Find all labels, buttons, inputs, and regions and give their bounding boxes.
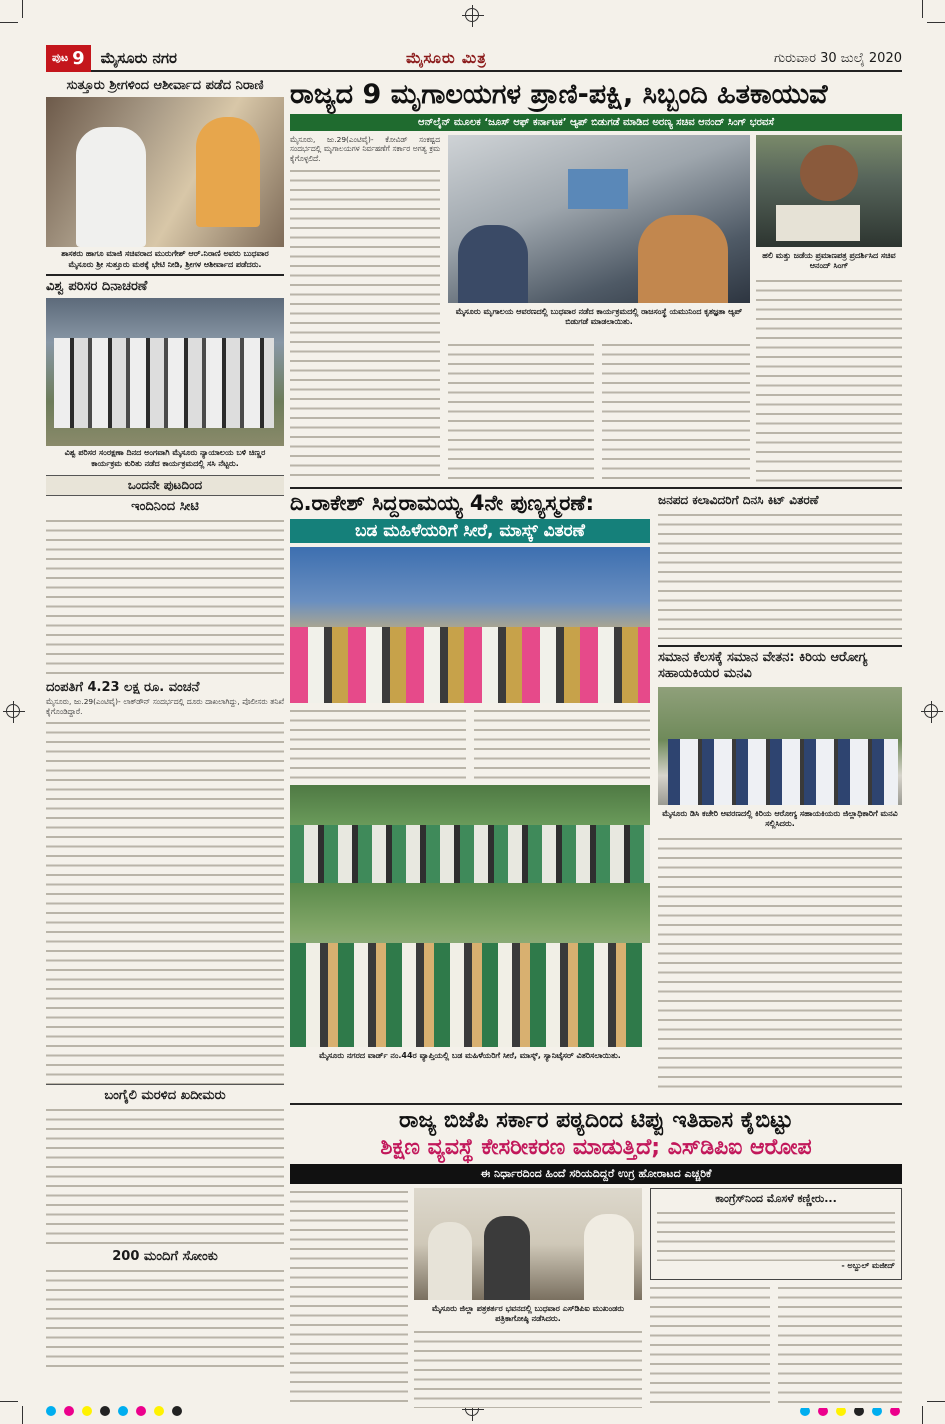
story-headline: ದಿ.ರಾಕೇಶ್ ಸಿದ್ದರಾಮಯ್ಯ 4ನೇ ಪುಣ್ಯಸ್ಮರಣೆ: [290, 490, 595, 515]
article-body [46, 1267, 284, 1367]
crop-mark [927, 22, 945, 23]
color-bar [46, 1406, 182, 1416]
registration-mark-icon [6, 704, 20, 718]
crop-mark [922, 1406, 923, 1424]
quote-box [650, 1188, 902, 1280]
article-body [474, 707, 650, 781]
article-body [658, 511, 902, 639]
article-body [290, 167, 440, 483]
third-story [290, 1103, 902, 1184]
crop-mark [0, 1401, 18, 1402]
news-photo [290, 547, 650, 703]
article-lead: ಮೈಸೂರು, ಜು.29(ಎಂಟಿವೈ)- ಕೋವಿಡ್ ಸಂಕಷ್ಟದ ಸಂದರ್ಭದಲ್ಲಿ ಮೃಗಾಲಯಗಳ ನಿರ್ವಹಣೆಗೆ ಸರ್ಕಾರ ಅಗತ್ಯ ಕ್ರಮ ಕೈಗೊಳ್ಳಲಿದೆ. [290, 134, 440, 164]
article-body [46, 517, 284, 677]
lead-subheadline: ಆನ್‍ಲೈನ್ ಮೂಲಕ ‘ಜೂಸ್ ಆಫ್ ಕರ್ನಾಟಕ’ ಆ್ಯಪ್ ಬಿಡುಗಡೆ ಮಾಡಿದ ಅರಣ್ಯ ಸಚಿವ ಆನಂದ್ ಸಿಂಗ್ ಭರವಸೆ [290, 114, 902, 131]
quote-headline: ಕಾಂಗ್ರೆಸ್‍ನಿಂದ ಮೊಸಳೆ ಕಣ್ಣೀರು... [715, 1192, 837, 1206]
issue-date: ಗುರುವಾರ 30 ಜುಲೈ 2020 [773, 50, 902, 66]
registration-mark-icon [924, 704, 938, 718]
article-body [414, 1328, 642, 1408]
second-story [290, 487, 902, 883]
article-body [658, 835, 902, 885]
story-headline: ಇಂದಿನಿಂದ ಸೀಟಿ [131, 499, 199, 515]
photo-caption: ಮೈಸೂರು ಡಿಸಿ ಕಚೇರಿ ಆವರಣದಲ್ಲಿ ಕಿರಿಯ ಆರೋಗ್ಯ ಸಹಾಯಕಿಯರು ಜಿಲ್ಲಾಧಿಕಾರಿಗೆ ಮನವಿ ಸಲ್ಲಿಸಿದರು. [662, 808, 898, 829]
story-headline: ಬಂಗೈಲಿ ಮರಳಿದ ಖದೀಮರು [46, 1084, 284, 1103]
story-subheadline: ಈ ನಿರ್ಧಾರದಿಂದ ಹಿಂದೆ ಸರಿಯದಿದ್ದರೆ ಉಗ್ರ ಹೋರಾಟದ ಎಚ್ಚರಿಕೆ [290, 1164, 902, 1184]
article-body [290, 1188, 408, 1408]
story-headline: ಸುತ್ತೂರು ಶ್ರೀಗಳಿಂದ ಆಶೀರ್ವಾದ ಪಡೆದ ನಿರಾಣಿ [66, 78, 264, 93]
section-bar: ಒಂದನೇ ಪುಟದಿಂದ [46, 475, 284, 496]
news-photo [46, 298, 284, 446]
section-title: ಮೈಸೂರು ನಗರ [100, 49, 177, 67]
photo-caption: ಮೈಸೂರು ಮೃಗಾಲಯ ಆವರಣದಲ್ಲಿ ಬುಧವಾರ ನಡೆದ ಕಾರ್ಯಕ್ರಮದಲ್ಲಿ ರಾಜಸಂಸ್ಥೆ ಯಮುನಿಂದ ಕೃತಜ್ಞತಾ ಆ್ಯಪ್ ಬಿಡುಗಡೆ ಮಾಡಲಾಯಿತು. [455, 306, 743, 327]
story-headline: ರಾಜ್ಯ ಬಿಜೆಪಿ ಸರ್ಕಾರ ಪಠ್ಯದಿಂದ ಟಿಪ್ಪು ಇತಿಹಾಸ ಕೈಬಿಟ್ಟು [399, 1107, 793, 1133]
photo-caption: ಮೈಸೂರು ನಗರದ ವಾರ್ಡ್ ನಂ.44ರ ವ್ಯಾಪ್ತಿಯಲ್ಲಿ ಬಡ ಮಹಿಳೆಯರಿಗೆ ಸೀರೆ, ಮಾಸ್ಕ್, ಸ್ಯಾನಿಟೈಸರ್ ವಿತರಿಸಲಾಯಿತು. [319, 1050, 621, 1060]
article-body [46, 1106, 284, 1246]
story-headline: ದಂಪತಿಗೆ 4.23 ಲಕ್ಷ ರೂ. ವಂಚನೆ [46, 680, 200, 696]
story-headline: ವಿಶ್ವ ಪರಿಸರ ದಿನಾಚರಣೆ [46, 274, 284, 298]
crop-mark [922, 0, 923, 18]
page-header [46, 46, 902, 72]
main-area [290, 76, 902, 1394]
article-lead: ಮೈಸೂರು, ಜು.29(ಎಂಟಿವೈ)- ಲಾಕ್‍ಡೌನ್ ಸಂದರ್ಭದಲ್ಲಿ ದೂರು ದಾಖಲಾಗಿದ್ದು, ಪೊಲೀಸರು ತನಿಖೆ ಕೈಗೊಂಡಿದ್ದಾರೆ. [46, 697, 284, 716]
photo-caption: ವಿಶ್ವ ಪರಿಸರ ಸಂರಕ್ಷಣಾ ದಿನದ ಅಂಗವಾಗಿ ಮೈಸೂರು ನ್ಯಾಯಾಲಯ ಬಳಿ ಚಿಣ್ಣರ ಕಾರ್ಯಕ್ರಮ ಕುರಿತು ನಡೆದ ಕಾರ್ಯಕ್ರಮದಲ್ಲಿ ಸಸಿ ನೆಟ್ಟರು. [64, 448, 266, 468]
article-body [650, 1284, 770, 1408]
photo-strip [290, 883, 902, 1103]
page-label: ಪುಟ [52, 51, 69, 64]
masthead: ಮೈಸೂರು ಮಿತ್ರ [406, 49, 487, 67]
news-photo [414, 1188, 642, 1300]
news-photo [658, 687, 902, 805]
photo-caption: ಶಾಸಕರು ಹಾಗೂ ಮಾಜಿ ಸಚಿವರಾದ ಮುರುಗೇಶ್ ಆರ್.ನಿರಾಣಿ ಅವರು ಬುಧವಾರ ಮೈಸೂರು ಶ್ರೀ ಸುತ್ತೂರು ಮಠಕ್ಕೆ ಭೇಟಿ ನೀಡಿ, ಶ್ರೀಗಳ ಆಶೀರ್ವಾದ ಪಡೆದರು. [61, 249, 269, 269]
page-number: 9 [72, 47, 85, 69]
article-body [602, 341, 750, 483]
story-headline: ಸಮಾನ ಕೆಲಸಕ್ಕೆ ಸಮಾನ ವೇತನ: ಕಿರಿಯ ಆರೋಗ್ಯ ಸಹಾಯಕಿಯರ ಮನವಿ [658, 645, 902, 683]
article-body [46, 719, 284, 1084]
third-story-body [290, 1188, 902, 1408]
photo-caption: ಹಲಿ ಮತ್ತು ಜಡೆಯ ಪ್ರಮಾಣಪತ್ರ ಪ್ರದರ್ಶಿಸಿದ ಸಚಿವ ಆನಂದ್ ಸಿಂಗ್ [762, 250, 896, 271]
news-photo [46, 97, 284, 247]
news-photo [290, 785, 650, 885]
lead-story [290, 135, 902, 483]
crop-mark [22, 1406, 23, 1424]
news-photo [448, 135, 750, 303]
story-headline: ಜನಪದ ಕಲಾವಿದರಿಗೆ ದಿನಸಿ ಕಿಟ್ ವಿತರಣೆ [658, 492, 819, 507]
photo-caption: ಮೈಸೂರು ಜಿಲ್ಲಾ ಪತ್ರಕರ್ತರ ಭವನದಲ್ಲಿ ಬುಧವಾರ ಎಸ್‍ಡಿಪಿಐ ಮುಖಂಡರು ಪತ್ರಿಕಾಗೋಷ್ಠಿ ನಡೆಸಿದರು. [432, 1304, 624, 1324]
article-body [290, 707, 466, 781]
story-headline: 200 ಮಂದಿಗೆ ಸೋಂಕು [112, 1248, 218, 1264]
crop-mark [927, 1401, 945, 1402]
crop-mark [0, 22, 18, 23]
left-column [46, 76, 284, 1394]
story-subheadline: ಬಡ ಮಹಿಳೆಯರಿಗೆ ಸೀರೆ, ಮಾಸ್ಕ್ ವಿತರಣೆ [290, 519, 650, 543]
article-body [658, 883, 902, 1093]
news-photo [290, 883, 650, 1047]
news-photo [756, 135, 902, 247]
article-body [778, 1284, 902, 1408]
article-body [448, 341, 594, 483]
quote-body [657, 1209, 895, 1261]
article-body [756, 277, 902, 483]
quote-author: - ಅಬ್ದುಲ್ ಮಜೀದ್ [841, 1260, 895, 1270]
crop-mark [22, 0, 23, 18]
registration-mark-icon [465, 8, 479, 22]
lead-headline: ರಾಜ್ಯದ 9 ಮೃಗಾಲಯಗಳ ಪ್ರಾಣಿ-ಪಕ್ಷಿ, ಸಿಬ್ಬಂದಿ ಹಿತಕಾಯುವೆ [290, 79, 828, 110]
page-number-badge [46, 45, 91, 72]
story-headline-line2: ಶಿಕ್ಷಣ ವ್ಯವಸ್ಥೆ ಕೇಸರೀಕರಣ ಮಾಡುತ್ತಿದೆ; ಎಸ್‍ಡಿಪಿಐ ಆರೋಪ [380, 1134, 812, 1160]
